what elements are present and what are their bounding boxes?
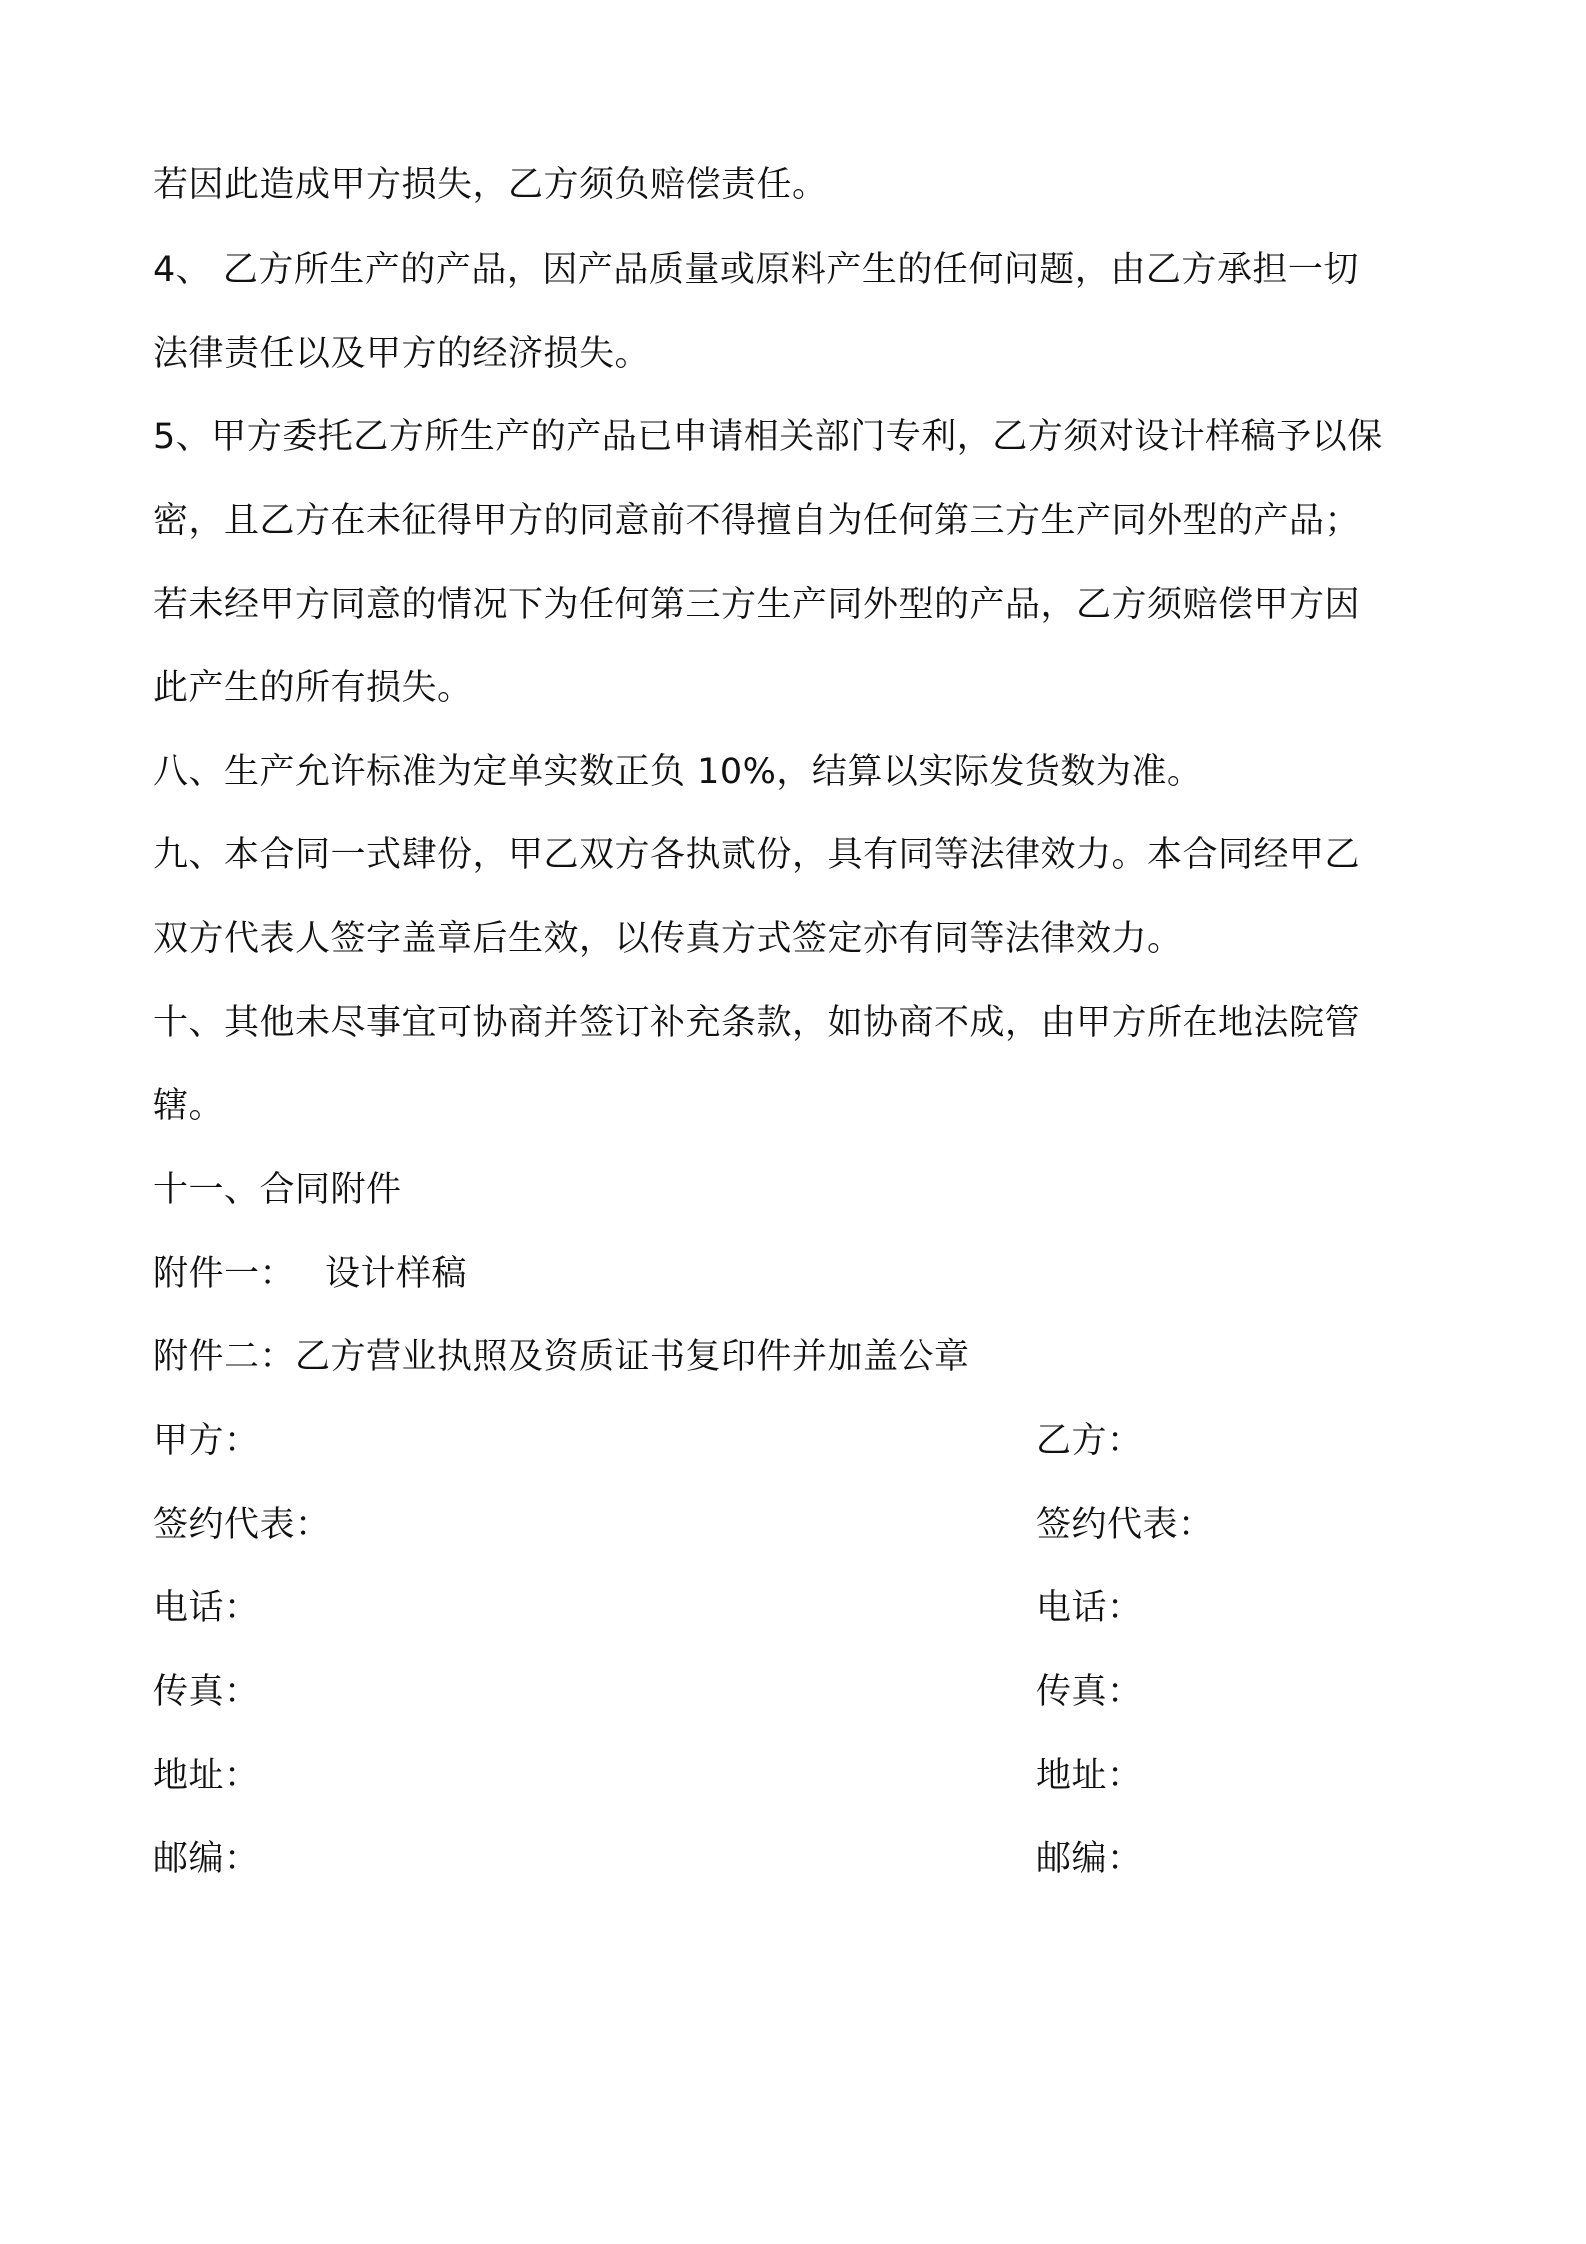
paragraph-line: 十、其他未尽事宜可协商并签订补充条款，如协商不成，由甲方所在地法院管 bbox=[153, 1003, 1361, 1043]
paragraph-line: 若因此造成甲方损失，乙方须负赔偿责任。 bbox=[153, 165, 828, 205]
attachment-title: 乙方营业执照及资质证书复印件并加盖公章 bbox=[295, 1337, 970, 1377]
attachment-item bbox=[153, 1335, 1453, 1379]
paragraph-line: 法律责任以及甲方的经济损失。 bbox=[153, 334, 651, 374]
paragraph-line: 若未经甲方同意的情况下为任何第三方生产同外型的产品，乙方须赔偿甲方因 bbox=[153, 585, 1361, 625]
party-b-address-label: 地址： bbox=[1036, 1756, 1143, 1796]
paragraph-line: 双方代表人签字盖章后生效，以传真方式签定亦有同等法律效力。 bbox=[153, 919, 1183, 959]
party-a-phone-label: 电话： bbox=[153, 1588, 260, 1628]
attachment-label: 附件二： bbox=[153, 1337, 296, 1377]
paragraph-line: 九、本合同一式肆份，甲乙双方各执贰份，具有同等法律效力。本合同经甲乙 bbox=[153, 835, 1361, 875]
paragraph-line: 密，且乙方在未征得甲方的同意前不得擅自为任何第三方生产同外型的产品； bbox=[153, 501, 1361, 541]
party-b-name-label: 乙方： bbox=[1036, 1421, 1143, 1461]
section-heading: 十一、合同附件 bbox=[153, 1170, 402, 1210]
paragraph-line: 辖。 bbox=[153, 1086, 225, 1126]
party-b-phone-label: 电话： bbox=[1036, 1588, 1143, 1628]
paragraph-line: 5、甲方委托乙方所生产的产品已申请相关部门专利，乙方须对设计样稿予以保 bbox=[153, 417, 1383, 457]
party-b-representative-label: 签约代表： bbox=[1036, 1505, 1214, 1545]
party-a-name-label: 甲方： bbox=[153, 1421, 260, 1461]
party-a-address-label: 地址： bbox=[153, 1756, 260, 1796]
attachment-label: 附件一： bbox=[153, 1254, 296, 1294]
party-a-fax-label: 传真： bbox=[153, 1672, 260, 1712]
attachment-title: 设计样稿 bbox=[325, 1254, 468, 1294]
paragraph-line: 4、 乙方所生产的产品，因产品质量或原料产生的任何问题，由乙方承担一切 bbox=[153, 250, 1359, 290]
paragraph-line: 八、生产允许标准为定单实数正负 10%，结算以实际发货数为准。 bbox=[153, 752, 1203, 792]
party-a-postcode-label: 邮编： bbox=[153, 1839, 260, 1879]
attachment-item bbox=[153, 1252, 1453, 1296]
party-a-representative-label: 签约代表： bbox=[153, 1505, 331, 1545]
party-b-postcode-label: 邮编： bbox=[1036, 1839, 1143, 1879]
party-b-fax-label: 传真： bbox=[1036, 1672, 1143, 1712]
paragraph-line: 此产生的所有损失。 bbox=[153, 668, 473, 708]
